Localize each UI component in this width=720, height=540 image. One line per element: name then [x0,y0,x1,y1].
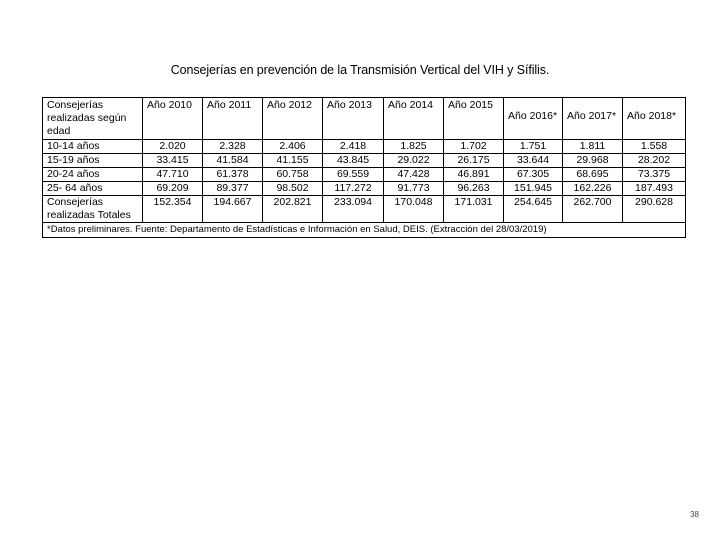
table-cell: 202.821 [263,196,323,223]
table-cell: 41.584 [203,154,263,168]
table-cell: 290.628 [623,196,686,223]
table-cell: 26.175 [444,154,504,168]
table-cell: 67.305 [504,168,563,182]
table-cell: 47.710 [143,168,203,182]
table-cell: 262.700 [563,196,623,223]
table-cell: 1.825 [384,140,444,154]
year-header-2017: Año 2017* [563,98,623,140]
page-number: 38 [690,510,699,519]
year-header-2016: Año 2016* [504,98,563,140]
table-row [43,154,686,168]
table-cell: 69.209 [143,182,203,196]
year-header-2014: Año 2014 [384,98,444,140]
row-label: 25- 64 años [43,182,143,196]
year-header-2012: Año 2012 [263,98,323,140]
row-label: 10-14 años [43,140,143,154]
table-cell: 98.502 [263,182,323,196]
table-cell: 60.758 [263,168,323,182]
table-cell: 33.415 [143,154,203,168]
table-cell: 171.031 [444,196,504,223]
table-cell: 68.695 [563,168,623,182]
header-row [43,98,686,140]
year-header-2015: Año 2015 [444,98,504,140]
table-cell: 2.418 [323,140,384,154]
footnote: *Datos preliminares. Fuente: Departamento de Estadísticas e Información en Salud, DEIS. (Extracción del 28/03/2019) [43,223,686,238]
table-cell: 233.094 [323,196,384,223]
table-cell: 33.644 [504,154,563,168]
table-cell: 2.406 [263,140,323,154]
table-row [43,182,686,196]
row-label: Consejerías realizadas Totales [43,196,143,223]
table-title: Consejerías en prevención de la Transmisión Vertical del VIH y Sífilis. [170,63,550,77]
table-cell: 162.226 [563,182,623,196]
table-cell: 89.377 [203,182,263,196]
table-cell: 29.968 [563,154,623,168]
table-row [43,140,686,154]
year-header-2018: Año 2018* [623,98,686,140]
table-cell: 61.378 [203,168,263,182]
table-cell: 73.375 [623,168,686,182]
table-cell: 1.811 [563,140,623,154]
table-cell: 91.773 [384,182,444,196]
table-cell: 152.354 [143,196,203,223]
table-row [43,168,686,182]
table-cell: 2.020 [143,140,203,154]
totals-row [43,196,686,223]
table-cell: 28.202 [623,154,686,168]
year-header-2013: Año 2013 [323,98,384,140]
table-cell: 47.428 [384,168,444,182]
table-cell: 1.751 [504,140,563,154]
table-cell: 194.667 [203,196,263,223]
table-cell: 1.558 [623,140,686,154]
table-cell: 29.022 [384,154,444,168]
table-cell: 41.155 [263,154,323,168]
table-cell: 2.328 [203,140,263,154]
year-header-2011: Año 2011 [203,98,263,140]
row-label: 15-19 años [43,154,143,168]
year-header-2010: Año 2010 [143,98,203,140]
table-cell: 69.559 [323,168,384,182]
footnote-row [43,223,686,238]
table-cell: 46.891 [444,168,504,182]
table-cell: 1.702 [444,140,504,154]
table-cell: 96.263 [444,182,504,196]
table-cell: 117.272 [323,182,384,196]
table-cell: 254.645 [504,196,563,223]
table-cell: 187.493 [623,182,686,196]
data-table [42,97,686,238]
table-cell: 43.845 [323,154,384,168]
header-label-cell: Consejerías realizadas según edad [43,98,143,140]
table-cell: 170.048 [384,196,444,223]
row-label: 20-24 años [43,168,143,182]
table-cell: 151.945 [504,182,563,196]
